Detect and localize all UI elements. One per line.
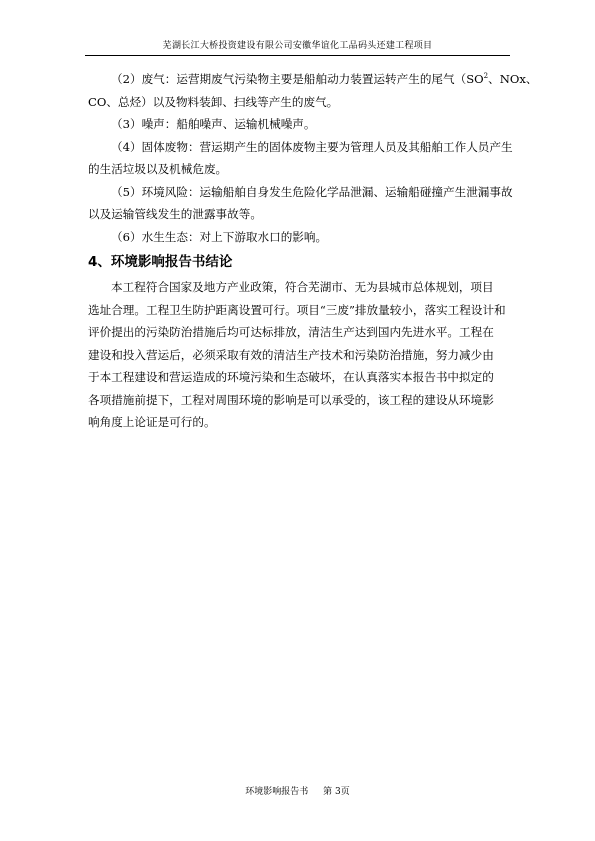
paragraph-risk [88,181,520,226]
document-body [88,68,538,434]
section-heading: 4、环境影响报告书结论 [88,254,233,270]
text-line: 以及运输管线发生的泄露事故等。 [88,207,262,221]
paragraph-noise [88,113,520,136]
text-line: （2）废气：运营期废气污染物主要是船舶动力装置运转产生的尾气（$SO^2$、NOx、 [111,72,538,86]
header-rule [85,55,510,56]
paragraph-exhaust [88,68,538,113]
text-line: 的生活垃圾以及机械危废。 [88,162,228,176]
text-line: CO、总烃）以及物料装卸、扫线等产生的废气。 [88,94,339,109]
paragraph-ecology [88,226,520,249]
text-line: 选址合理。工程卫生防护距离设置可行。项目“三废”排放量较小，落实工程设计和 [88,302,506,317]
text-line: （5）环境风险：运输船舶自身发生危险化学品泄漏、运输船碰撞产生泄漏事故 [111,184,513,199]
text-line: 建设和投入营运后，必须采取有效的清洁生产技术和污染防治措施，努力减少由 [88,347,494,362]
footer-doc-name: 环境影响报告书 [245,787,309,797]
text-line: （4）固体废物：营运期产生的固体废物主要为管理人员及其船舶工作人员产生 [111,139,513,154]
text-line: 于本工程建设和营运造成的环境污染和生态破坏，在认真落实本报告书中拟定的 [88,370,494,384]
text-line: 本工程符合国家及地方产业政策，符合芜湖市、无为县城市总体规划，项目 [111,280,494,294]
paragraph-solid-waste [88,136,520,181]
superscript: 2 [483,72,489,81]
page-number: 第 3页 [323,787,350,797]
paragraph-conclusion [88,276,520,434]
text-line: （6）水生生态：对上下游取水口的影响。 [111,229,328,244]
text-line: 评价提出的污染防治措施后均可达标排放，清洁生产达到国内先进水平。工程在 [88,325,494,339]
page-footer [0,786,595,798]
text-line: （3）噪声：船舶噪声、运输机械噪声。 [111,117,316,131]
page-header: 芜湖长江大桥投资建设有限公司安徽华谊化工品码头还建工程项目 [162,41,433,51]
text-line: 各项措施前提下，工程对周围环境的影响是可以承受的，该工程的建设从环境影 [88,392,494,407]
text-line: 响角度上论证是可行的。 [88,415,216,429]
